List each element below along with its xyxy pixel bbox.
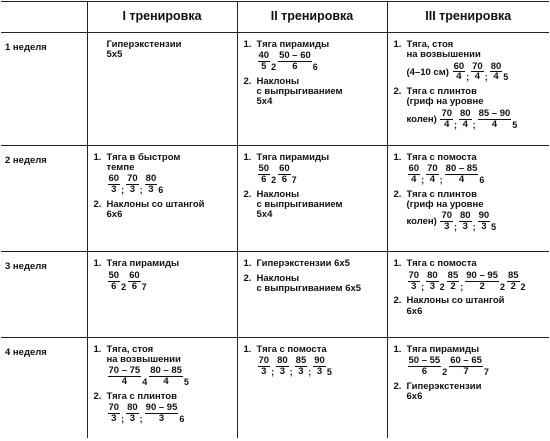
- fraction-suffix: 6: [479, 174, 485, 185]
- formula-prefix: колен): [406, 113, 437, 125]
- fraction-numerator: 60: [453, 60, 465, 72]
- load-formula: [107, 174, 233, 196]
- exercise-line: Тяга с помоста: [256, 343, 327, 355]
- exercise-body: [407, 87, 546, 130]
- item-number: 1.: [243, 343, 252, 355]
- week-label: 3 неделя: [1, 252, 87, 337]
- fraction-denominator: 3: [411, 280, 417, 292]
- exercise-item: [394, 40, 546, 83]
- load-fraction: [440, 211, 453, 232]
- fraction-numerator: 60: [279, 163, 290, 174]
- fraction-numerator: 80: [127, 402, 138, 414]
- load-fraction: [108, 366, 142, 387]
- load-fraction: [145, 403, 179, 424]
- fraction-suffix: ;: [472, 222, 476, 233]
- fraction-numerator: 60: [108, 173, 120, 185]
- item-number: 2.: [393, 86, 402, 98]
- fraction-numerator: 70: [441, 210, 453, 222]
- exercise-item: [394, 87, 546, 130]
- exercise-item: [94, 259, 233, 292]
- exercise-body: [257, 345, 383, 378]
- exercise-item: [94, 345, 233, 388]
- session-cell: [87, 33, 237, 146]
- exercise-line: Наклоны со штангой: [406, 295, 505, 307]
- fraction-numerator: 80 – 85: [445, 163, 478, 174]
- item-number: 1.: [393, 151, 402, 163]
- fraction-denominator: 3: [111, 184, 117, 196]
- fraction-denominator: 6: [281, 173, 288, 185]
- fraction-numerator: 70: [127, 173, 138, 185]
- fraction-suffix: 6: [158, 185, 164, 196]
- exercise-item: [244, 345, 383, 378]
- item-number: 2.: [93, 390, 102, 402]
- item-number: 1.: [93, 343, 102, 355]
- item-number: 1.: [243, 258, 252, 270]
- fraction-suffix: 2: [121, 281, 127, 292]
- fraction-suffix: 5: [512, 119, 518, 130]
- fraction-denominator: 4: [456, 71, 462, 83]
- fraction-suffix: ;: [121, 414, 125, 425]
- load-fraction: [128, 271, 141, 292]
- item-number: 1.: [393, 39, 402, 50]
- exercise-body: [257, 153, 383, 186]
- session-cell: [237, 337, 387, 438]
- item-number: 2.: [243, 188, 252, 200]
- fraction-denominator: 3: [129, 413, 136, 425]
- fraction-denominator: 4: [121, 376, 127, 388]
- fraction-numerator: 85 – 90: [478, 107, 511, 119]
- exercise-line: Гиперэкстензии: [106, 39, 182, 50]
- exercise-item: [244, 77, 383, 108]
- load-fraction: [313, 356, 326, 377]
- fraction-suffix: 4: [142, 377, 148, 388]
- exercise-line: Тяга пирамиды: [256, 39, 330, 50]
- exercise-line: с выпрыгиванием: [256, 198, 343, 210]
- exercise-item: [394, 259, 546, 292]
- fraction-denominator: 4: [491, 118, 498, 130]
- fraction-denominator: 4: [493, 71, 499, 83]
- exercise-body: [407, 40, 546, 83]
- fraction-suffix: ;: [421, 174, 425, 185]
- fraction-suffix: 2: [271, 62, 277, 73]
- load-fraction: [426, 271, 439, 292]
- fraction-suffix: 2: [520, 281, 526, 292]
- load-fraction: [278, 51, 312, 72]
- load-fraction: [276, 356, 289, 377]
- fraction-numerator: 50 – 55: [408, 355, 441, 367]
- fraction-suffix: ;: [454, 222, 458, 233]
- exercise-line: на возвышении: [406, 49, 481, 61]
- fraction-suffix: ;: [308, 367, 312, 378]
- fraction-denominator: 3: [429, 280, 436, 292]
- session-cell: [387, 337, 549, 438]
- exercise-body: [107, 392, 233, 425]
- load-fraction: [126, 174, 139, 195]
- fraction-suffix: 6: [312, 62, 318, 73]
- exercise-line: Тяга с помоста: [406, 258, 477, 270]
- fraction-suffix: 2: [439, 281, 445, 292]
- fraction-denominator: 3: [158, 413, 165, 425]
- exercise-line: Наклоны: [256, 188, 300, 200]
- fraction-suffix: ;: [439, 174, 443, 185]
- exercise-line: 5х4: [256, 209, 273, 221]
- exercise-line: темпе: [106, 162, 135, 173]
- fraction-numerator: 85: [447, 269, 459, 281]
- exercise-body: [407, 190, 546, 233]
- plan-body: [1, 33, 549, 439]
- load-formula: [257, 51, 383, 73]
- fraction-denominator: 4: [411, 173, 417, 185]
- fraction-numerator: 40: [258, 50, 270, 62]
- fraction-denominator: 3: [481, 221, 487, 233]
- header-session-3: III тренировка: [387, 2, 549, 33]
- fraction-suffix: ;: [421, 281, 425, 292]
- fraction-denominator: 3: [444, 221, 450, 233]
- fraction-numerator: 90 – 95: [466, 269, 498, 281]
- fraction-numerator: 60: [129, 269, 140, 281]
- exercise-line: на возвышении: [106, 354, 181, 366]
- item-number: 1.: [243, 151, 252, 163]
- fraction-numerator: 70: [408, 269, 420, 281]
- load-fraction: [453, 62, 466, 83]
- fraction-denominator: 4: [474, 71, 481, 83]
- exercise-body: [257, 77, 383, 108]
- fraction-suffix: 5: [326, 367, 332, 378]
- fraction-numerator: 80: [145, 173, 157, 185]
- formula-prefix: (4–10 см): [406, 66, 449, 78]
- load-formula: [407, 211, 546, 233]
- exercise-line: Тяга с плинтов: [106, 390, 177, 402]
- fraction-denominator: 3: [261, 366, 267, 377]
- exercise-line: (гриф на уровне: [406, 96, 484, 108]
- exercise-item: [244, 153, 383, 186]
- formula-prefix: колен): [406, 216, 437, 228]
- fraction-numerator: 50: [258, 163, 270, 174]
- exercise-line: Тяга пирамиды: [406, 343, 480, 355]
- training-plan-table: [1, 1, 549, 438]
- exercise-line: Гиперэкстензии 6х5: [256, 258, 350, 270]
- exercise-item: [394, 190, 546, 233]
- exercise-line: Тяга с плинтов: [406, 188, 477, 200]
- exercise-item: [394, 345, 546, 378]
- item-number: 1.: [243, 39, 252, 50]
- fraction-numerator: 80 – 85: [150, 365, 182, 377]
- exercise-body: [107, 200, 233, 221]
- exercise-item: [94, 200, 233, 221]
- exercise-line: Тяга пирамиды: [256, 151, 330, 163]
- session-cell: [237, 252, 387, 337]
- exercise-line: 6х6: [406, 390, 423, 402]
- exercise-body: [257, 259, 383, 269]
- session-cell: [237, 33, 387, 146]
- exercise-item: [394, 296, 546, 317]
- load-fraction: [478, 109, 512, 130]
- fraction-denominator: 3: [316, 366, 323, 377]
- fraction-suffix: 5: [491, 222, 497, 233]
- fraction-numerator: 50: [108, 269, 120, 281]
- load-fraction: [447, 271, 460, 292]
- exercise-body: [407, 259, 546, 292]
- fraction-denominator: 6: [292, 61, 298, 73]
- fraction-numerator: 85: [507, 269, 519, 281]
- exercise-body: [407, 345, 546, 378]
- fraction-suffix: 2: [442, 367, 448, 378]
- item-number: 1.: [393, 258, 402, 270]
- fraction-denominator: 3: [298, 366, 304, 377]
- load-formula: [107, 403, 233, 425]
- fraction-suffix: 5: [503, 72, 509, 83]
- fraction-numerator: 70 – 75: [108, 365, 141, 377]
- fraction-denominator: 4: [458, 173, 465, 185]
- exercise-body: [407, 382, 546, 403]
- header-corner: [1, 2, 87, 33]
- exercise-body: [407, 153, 546, 186]
- fraction-suffix: ;: [289, 367, 293, 378]
- exercise-body: [407, 296, 546, 317]
- item-number: 2.: [243, 272, 252, 284]
- exercise-line: Гиперэкстензии: [406, 380, 482, 392]
- exercise-line: 6х6: [406, 305, 423, 317]
- load-fraction: [258, 51, 271, 72]
- fraction-numerator: 80: [460, 107, 471, 119]
- fraction-suffix: 6: [179, 414, 185, 425]
- load-fraction: [408, 164, 421, 185]
- session-cell: [387, 252, 549, 337]
- load-fraction: [478, 211, 491, 232]
- load-fraction: [471, 62, 484, 83]
- fraction-denominator: 6: [111, 280, 117, 292]
- load-fraction: [258, 356, 271, 377]
- exercise-line: (гриф на уровне: [406, 198, 484, 210]
- session-cell: [237, 145, 387, 252]
- week-label: 4 неделя: [1, 337, 87, 438]
- fraction-numerator: 50 – 60: [279, 50, 311, 62]
- exercise-body: [257, 274, 383, 295]
- exercise-line: с выпрыгиванием: [256, 86, 343, 98]
- fraction-numerator: 80: [427, 269, 438, 281]
- header-session-1: I тренировка: [87, 2, 237, 33]
- fraction-numerator: 90: [314, 355, 325, 367]
- load-formula: [407, 356, 546, 378]
- load-fraction: [426, 164, 439, 185]
- exercise-body: [107, 259, 233, 292]
- fraction-denominator: 3: [462, 221, 468, 233]
- fraction-denominator: 3: [129, 184, 136, 196]
- load-formula: [407, 62, 546, 84]
- load-fraction: [108, 403, 121, 424]
- exercise-item: [244, 40, 383, 73]
- week-row: [1, 337, 549, 438]
- load-fraction: [408, 356, 442, 377]
- fraction-numerator: 70: [472, 60, 483, 72]
- fraction-denominator: 3: [148, 184, 154, 196]
- fraction-suffix: ;: [271, 367, 275, 378]
- exercise-line: Тяга пирамиды: [106, 258, 180, 270]
- fraction-numerator: 90: [478, 210, 490, 222]
- fraction-denominator: 6: [131, 280, 138, 292]
- item-number: 2.: [393, 295, 402, 307]
- load-formula: [107, 366, 233, 388]
- item-number: [94, 40, 107, 61]
- fraction-denominator: 4: [444, 118, 450, 130]
- fraction-suffix: 5: [183, 377, 189, 388]
- fraction-suffix: ;: [454, 119, 458, 130]
- fraction-denominator: 7: [463, 366, 469, 377]
- exercise-body: [107, 153, 233, 196]
- fraction-numerator: 85: [295, 355, 307, 367]
- load-fraction: [108, 174, 121, 195]
- exercise-line: Наклоны: [256, 272, 300, 284]
- fraction-suffix: 7: [483, 367, 489, 378]
- fraction-suffix: ;: [460, 281, 464, 292]
- fraction-denominator: 2: [479, 280, 485, 292]
- fraction-numerator: 80: [277, 355, 288, 367]
- fraction-suffix: ;: [472, 119, 476, 130]
- load-formula: [407, 271, 546, 293]
- exercise-line: Наклоны: [256, 75, 300, 87]
- fraction-denominator: 6: [261, 173, 267, 185]
- load-fraction: [490, 62, 503, 83]
- item-number: 1.: [393, 343, 402, 355]
- session-cell: [87, 252, 237, 337]
- load-fraction: [145, 174, 158, 195]
- exercise-line: 5х5: [106, 49, 123, 61]
- load-fraction: [440, 109, 453, 130]
- load-fraction: [295, 356, 308, 377]
- exercise-item: [394, 153, 546, 186]
- fraction-suffix: 2: [499, 281, 505, 292]
- item-number: 2.: [243, 75, 252, 87]
- load-formula: [407, 164, 546, 186]
- fraction-suffix: ;: [139, 414, 143, 425]
- fraction-suffix: 7: [291, 174, 297, 185]
- item-number: 2.: [393, 380, 402, 392]
- session-cell: [387, 145, 549, 252]
- fraction-denominator: 6: [421, 366, 427, 377]
- week-row: [1, 33, 549, 146]
- load-fraction: [449, 356, 483, 377]
- fraction-suffix: ;: [139, 185, 143, 196]
- week-row: [1, 252, 549, 337]
- fraction-suffix: ;: [466, 72, 470, 83]
- fraction-numerator: 60 – 65: [450, 355, 482, 367]
- session-cell: [87, 337, 237, 438]
- exercise-line: Наклоны со штангой: [106, 198, 205, 210]
- fraction-numerator: 70: [441, 107, 453, 119]
- load-fraction: [459, 109, 472, 130]
- exercise-body: [257, 40, 383, 73]
- week-row: [1, 145, 549, 252]
- fraction-numerator: 60: [408, 163, 420, 174]
- item-number: 2.: [93, 198, 102, 210]
- fraction-numerator: 70: [108, 402, 120, 414]
- exercise-item: [244, 190, 383, 221]
- exercise-line: 5х4: [256, 96, 273, 108]
- fraction-numerator: 90 – 95: [145, 402, 178, 414]
- load-fraction: [258, 164, 271, 185]
- load-fraction: [278, 164, 291, 185]
- load-fraction: [108, 271, 121, 292]
- fraction-numerator: 70: [258, 355, 270, 367]
- exercise-item: [94, 392, 233, 425]
- week-label: 1 неделя: [5, 42, 47, 53]
- session-cell: [87, 145, 237, 252]
- exercise-line: с выпрыгиванием 6х5: [256, 282, 362, 294]
- fraction-denominator: 4: [462, 118, 468, 130]
- fraction-suffix: 7: [141, 281, 147, 292]
- fraction-numerator: 80: [460, 210, 471, 222]
- fraction-denominator: 4: [429, 173, 436, 185]
- load-fraction: [445, 164, 479, 185]
- exercise-body: [257, 190, 383, 221]
- item-number: 1.: [93, 258, 102, 270]
- exercise-item: [394, 382, 546, 403]
- exercise-line: Тяга в быстром: [106, 151, 181, 163]
- week-label: 2 неделя: [1, 145, 87, 252]
- fraction-numerator: 80: [490, 60, 502, 72]
- load-fraction: [126, 403, 139, 424]
- fraction-denominator: 2: [510, 280, 516, 292]
- load-fraction: [507, 271, 520, 292]
- fraction-suffix: 2: [271, 174, 277, 185]
- load-formula: [107, 271, 233, 293]
- load-fraction: [459, 211, 472, 232]
- fraction-numerator: 70: [427, 163, 438, 174]
- exercise-item: [94, 40, 233, 61]
- fraction-suffix: ;: [484, 72, 488, 83]
- fraction-denominator: 3: [111, 413, 117, 425]
- session-cell: [387, 33, 549, 146]
- exercise-line: 6х6: [106, 209, 123, 221]
- fraction-denominator: 3: [279, 366, 286, 377]
- header-session-2: II тренировка: [237, 2, 387, 33]
- exercise-body: [107, 40, 233, 61]
- exercise-line: Тяга с плинтов: [406, 86, 477, 98]
- fraction-denominator: 2: [450, 280, 456, 292]
- exercise-item: [244, 259, 383, 269]
- header-row: [1, 2, 549, 33]
- exercise-line: Тяга с помоста: [406, 151, 477, 163]
- fraction-denominator: 5: [261, 61, 267, 73]
- load-formula: [257, 164, 383, 186]
- exercise-line: Тяга, стоя: [106, 343, 154, 355]
- fraction-suffix: ;: [121, 185, 125, 196]
- item-number: 1.: [93, 151, 102, 163]
- exercise-item: [94, 153, 233, 196]
- load-fraction: [465, 271, 499, 292]
- exercise-line: Тяга, стоя: [406, 39, 454, 50]
- item-number: 2.: [393, 188, 402, 200]
- load-fraction: [408, 271, 421, 292]
- exercise-body: [107, 345, 233, 388]
- fraction-denominator: 4: [163, 376, 169, 388]
- load-formula: [407, 109, 546, 131]
- load-formula: [257, 356, 383, 378]
- exercise-item: [244, 274, 383, 295]
- load-fraction: [149, 366, 183, 387]
